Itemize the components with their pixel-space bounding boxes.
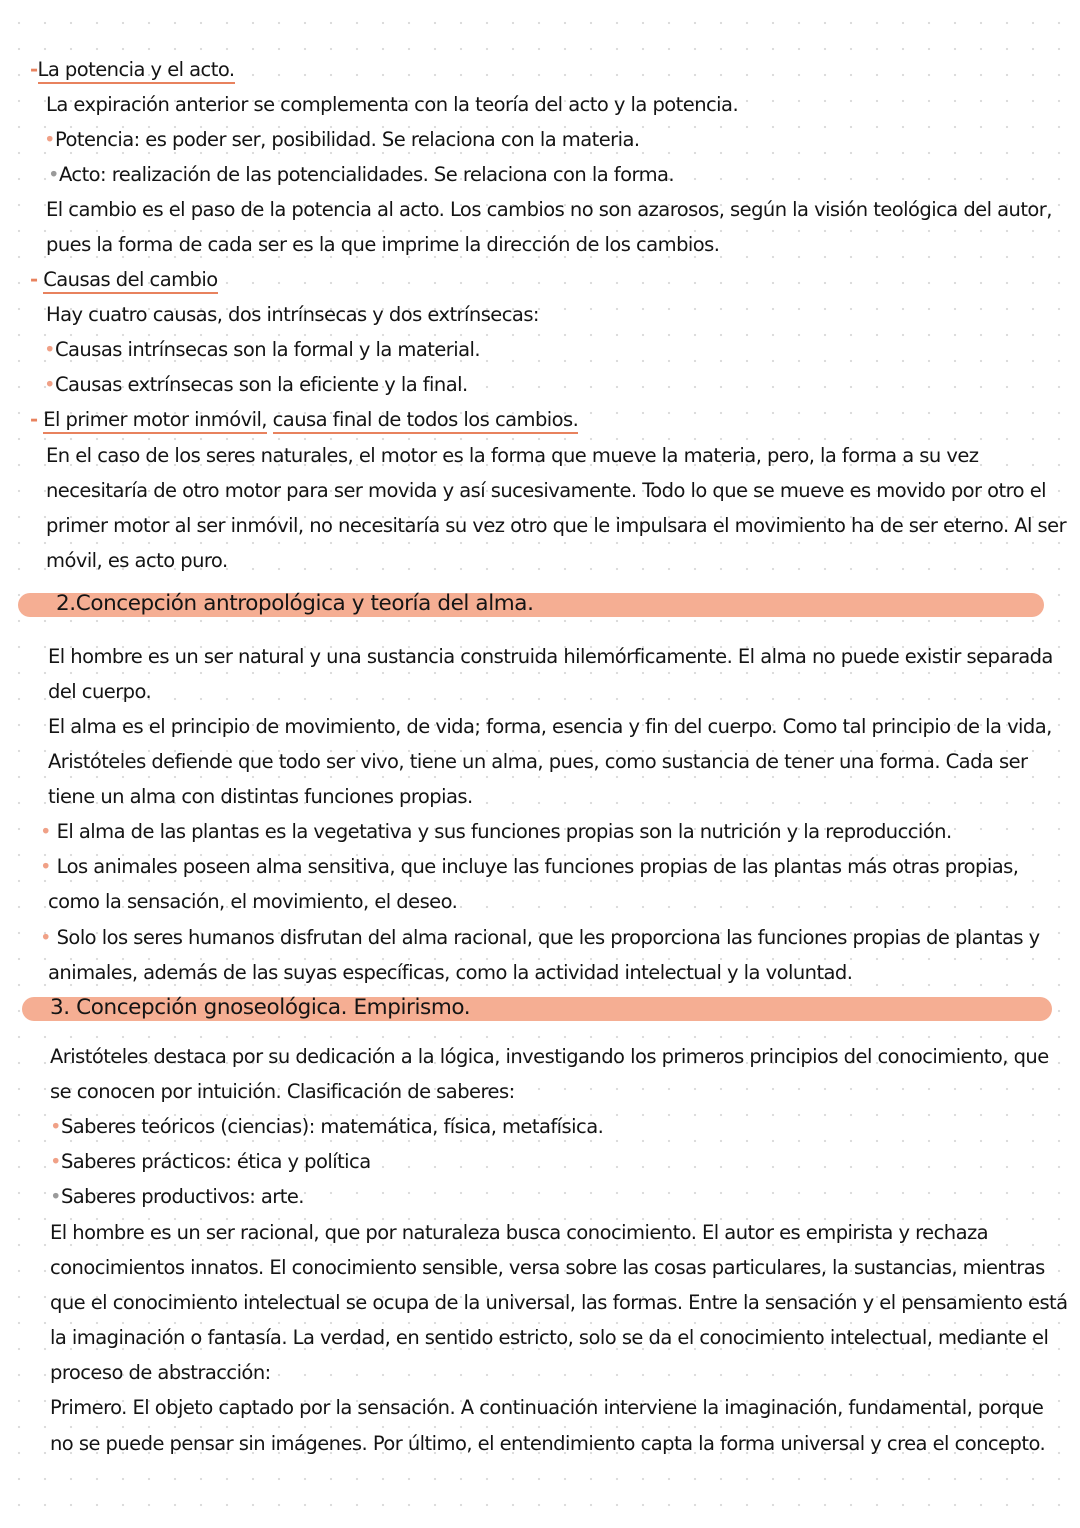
- paragraph-line: pues la forma de cada ser es la que imprime la dirección de los cambios.: [46, 233, 720, 256]
- paragraph-line: como la sensación, el movimiento, el deseo.: [48, 890, 458, 913]
- dash-marker: -: [30, 408, 38, 431]
- bullet-item: •Acto: realización de las potencialidades. Se relaciona con la forma.: [48, 163, 675, 186]
- section-title: 3. Concepción gnoseológica. Empirismo.: [50, 995, 471, 1020]
- bullet-item: • Los animales poseen alma sensitiva, que incluye las funciones propias de las plantas más otras propias,: [40, 855, 1019, 878]
- heading-causas-cambio: - Causas del cambio: [30, 262, 218, 297]
- bullet-item: •Saberes teóricos (ciencias): matemática, física, metafísica.: [50, 1115, 604, 1138]
- paragraph-line: El hombre es un ser natural y una sustancia construida hilemórficamente. El alma no puede existir separada: [48, 645, 1053, 668]
- paragraph-line: El hombre es un ser racional, que por naturaleza busca conocimiento. El autor es empirista y rechaza: [50, 1221, 989, 1244]
- bullet-dot-icon: •: [44, 373, 55, 396]
- bullet-item: • Solo los seres humanos disfrutan del alma racional, que les proporciona las funciones propias de plantas y: [40, 926, 1040, 949]
- paragraph-line: móvil, es acto puro.: [46, 549, 228, 572]
- paragraph-line: Aristóteles destaca por su dedicación a la lógica, investigando los primeros principios del conocimiento, que: [50, 1045, 1049, 1068]
- section-title: 2.Concepción antropológica y teoría del alma.: [56, 591, 534, 616]
- heading-primer-motor: - El primer motor inmóvil, causa final de todos los cambios.: [30, 402, 578, 437]
- bullet-item: •Causas intrínsecas son la formal y la material.: [44, 338, 481, 361]
- paragraph-line: En el caso de los seres naturales, el motor es la forma que mueve la materia, pero, la forma a su vez: [46, 444, 979, 467]
- dash-marker: -: [30, 58, 38, 81]
- bullet-dot-icon: •: [48, 163, 59, 186]
- paragraph-line: conocimientos innatos. El conocimiento sensible, versa sobre las cosas particulares, la sustancias, mientras: [50, 1256, 1045, 1279]
- paragraph-line: La expiración anterior se complementa con la teoría del acto y la potencia.: [46, 93, 739, 116]
- paragraph-line: la imaginación o fantasía. La verdad, en sentido estricto, solo se da el conocimiento intelectual, mediante el: [50, 1326, 1049, 1349]
- bullet-dot-icon: •: [40, 820, 51, 843]
- bullet-dot-icon: •: [44, 338, 55, 361]
- bullet-dot-icon: •: [50, 1115, 61, 1138]
- paragraph-line: necesitaría de otro motor para ser movida y así sucesivamente. Todo lo que se mueve es movido por otro el: [46, 479, 1047, 502]
- bullet-dot-icon: •: [40, 855, 51, 878]
- paragraph-line: El alma es el principio de movimiento, de vida; forma, esencia y fin del cuerpo. Como tal principio de la vida,: [48, 715, 1052, 738]
- paragraph-line: Hay cuatro causas, dos intrínsecas y dos extrínsecas:: [46, 303, 539, 326]
- bullet-dot-icon: •: [44, 128, 55, 151]
- paragraph-line: proceso de abstracción:: [50, 1361, 271, 1384]
- paragraph-line: Aristóteles defiende que todo ser vivo, tiene un alma, pues, como sustancia de tener una forma. Cada ser: [48, 750, 1028, 773]
- bullet-item: •Potencia: es poder ser, posibilidad. Se relaciona con la materia.: [44, 128, 640, 151]
- bullet-dot-icon: •: [50, 1185, 61, 1208]
- dash-marker: -: [30, 268, 38, 291]
- paragraph-line: animales, además de las suyas específicas, como la actividad intelectual y la voluntad.: [48, 961, 853, 984]
- bullet-item: •Saberes productivos: arte.: [50, 1185, 304, 1208]
- bullet-dot-icon: •: [50, 1150, 61, 1173]
- bullet-item: •Causas extrínsecas son la eficiente y la final.: [44, 373, 468, 396]
- paragraph-line: se conocen por intuición. Clasificación de saberes:: [50, 1080, 515, 1103]
- paragraph-line: que el conocimiento intelectual se ocupa de la universal, las formas. Entre la sensación y el pensamiento está: [50, 1291, 1068, 1314]
- paragraph-line: del cuerpo.: [48, 680, 152, 703]
- paragraph-line: tiene un alma con distintas funciones propias.: [48, 785, 473, 808]
- heading-potencia-acto: -La potencia y el acto.: [30, 52, 235, 87]
- bullet-dot-icon: •: [40, 926, 51, 949]
- paragraph-line: El cambio es el paso de la potencia al acto. Los cambios no son azarosos, según la visión teológica del autor,: [46, 198, 1052, 221]
- paragraph-line: primer motor al ser inmóvil, no necesitaría su vez otro que le impulsara el movimiento ha de ser eterno. Al ser: [46, 514, 1067, 537]
- paragraph-line: no se puede pensar sin imágenes. Por último, el entendimiento capta la forma universal y crea el concepto.: [50, 1432, 1046, 1455]
- paragraph-line: Primero. El objeto captado por la sensación. A continuación interviene la imaginación, fundamental, porque: [50, 1396, 1044, 1419]
- bullet-item: •Saberes prácticos: ética y política: [50, 1150, 371, 1173]
- bullet-item: • El alma de las plantas es la vegetativa y sus funciones propias son la nutrición y la reproducción.: [40, 820, 952, 843]
